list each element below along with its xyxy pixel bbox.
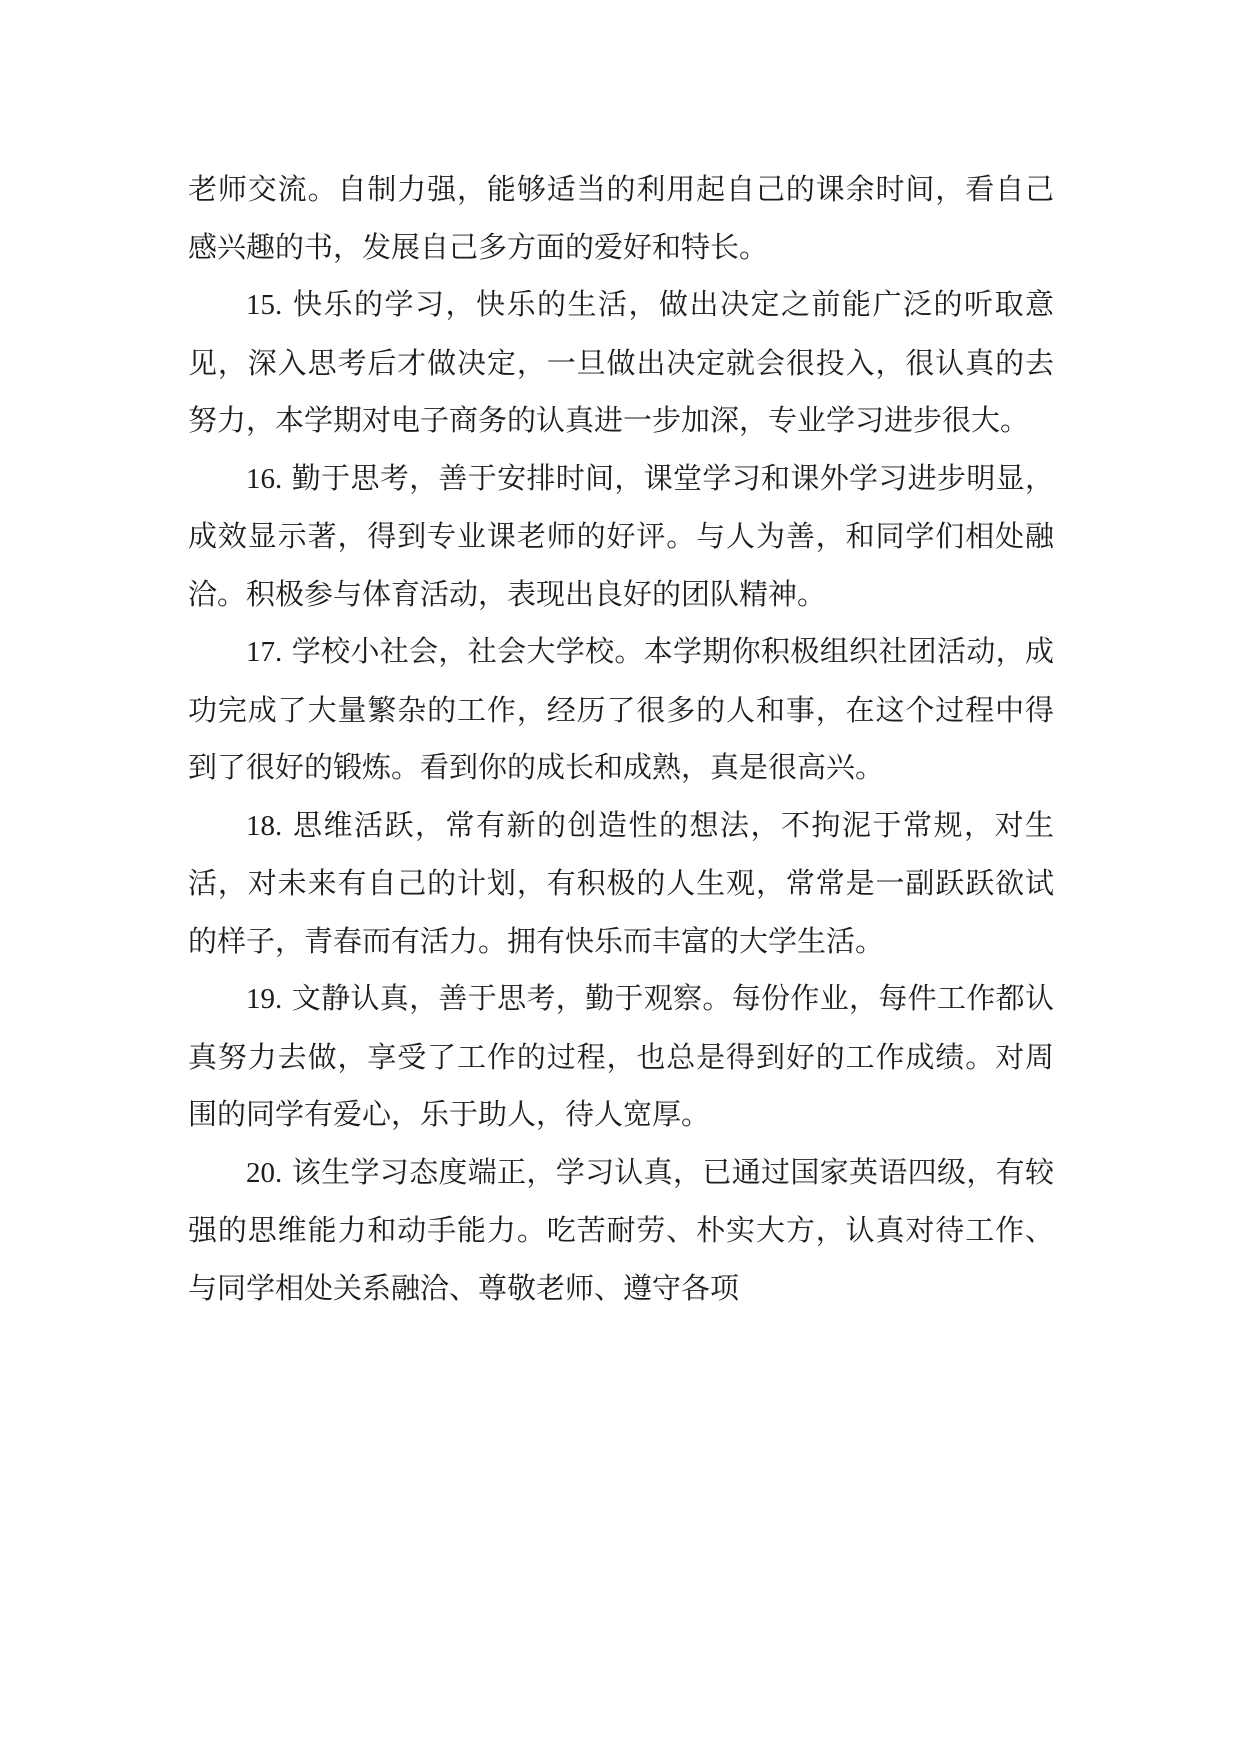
paragraph-text: 勤于思考，善于安排时间，课堂学习和课外学习进步明显，成效显示著，得到专业课老师的好评。与人为善，和同学们相处融洽。积极参与体育活动，表现出良好的团队精神。 [188,460,1054,611]
paragraph-18 [188,797,1054,971]
paragraph-text: 该生学习态度端正，学习认真，已通过国家英语四级，有较强的思维能力和动手能力。吃苦耐劳、朴实大方，认真对待工作、与同学相处关系融洽、尊敬老师、遵守各项 [188,1154,1054,1305]
paragraph-number: 17. [246,636,283,668]
paragraph-number: 18. [246,809,283,842]
paragraph-19 [188,970,1054,1144]
paragraph-17 [188,623,1054,797]
paragraph-text: 快乐的学习，快乐的生活，做出决定之前能广泛的听取意见，深入思考后才做决定，一旦做出决定就会很投入，很认真的去努力，本学期对电子商务的认真进一步加深，专业学习进步很大。 [188,287,1055,437]
paragraph-number: 19. [246,983,283,1015]
paragraph-number: 16. [246,462,283,495]
paragraph-number: 20. [246,1156,283,1189]
paragraph-text: 学校小社会，社会大学校。本学期你积极组织社团活动，成功完成了大量繁杂的工作，经历了很多的人和事，在这个过程中得到了很好的锻炼。看到你的成长和成熟，真是很高兴。 [188,634,1054,784]
paragraph-text: 老师交流。自制力强，能够适当的利用起自己的课余时间，看自己感兴趣的书，发展自己多方面的爱好和特长。 [188,172,1054,264]
paragraph-15 [188,276,1054,450]
paragraph-text: 思维活跃，常有新的创造性的想法，不拘泥于常规，对生活，对未来有自己的计划，有积极的人生观，常常是一副跃跃欲试的样子，青春而有活力。拥有快乐而丰富的大学生活。 [188,807,1055,958]
paragraph-text: 文静认真，善于思考，勤于观察。每份作业，每件工作都认真努力去做，享受了工作的过程，也总是得到好的工作成绩。对周围的同学有爱心，乐于助人，待人宽厚。 [188,981,1054,1131]
document-body [188,161,1054,1317]
paragraph-number: 15. [246,289,283,321]
paragraph-continued [188,161,1054,276]
paragraph-16 [188,450,1054,624]
paragraph-20 [188,1144,1054,1318]
